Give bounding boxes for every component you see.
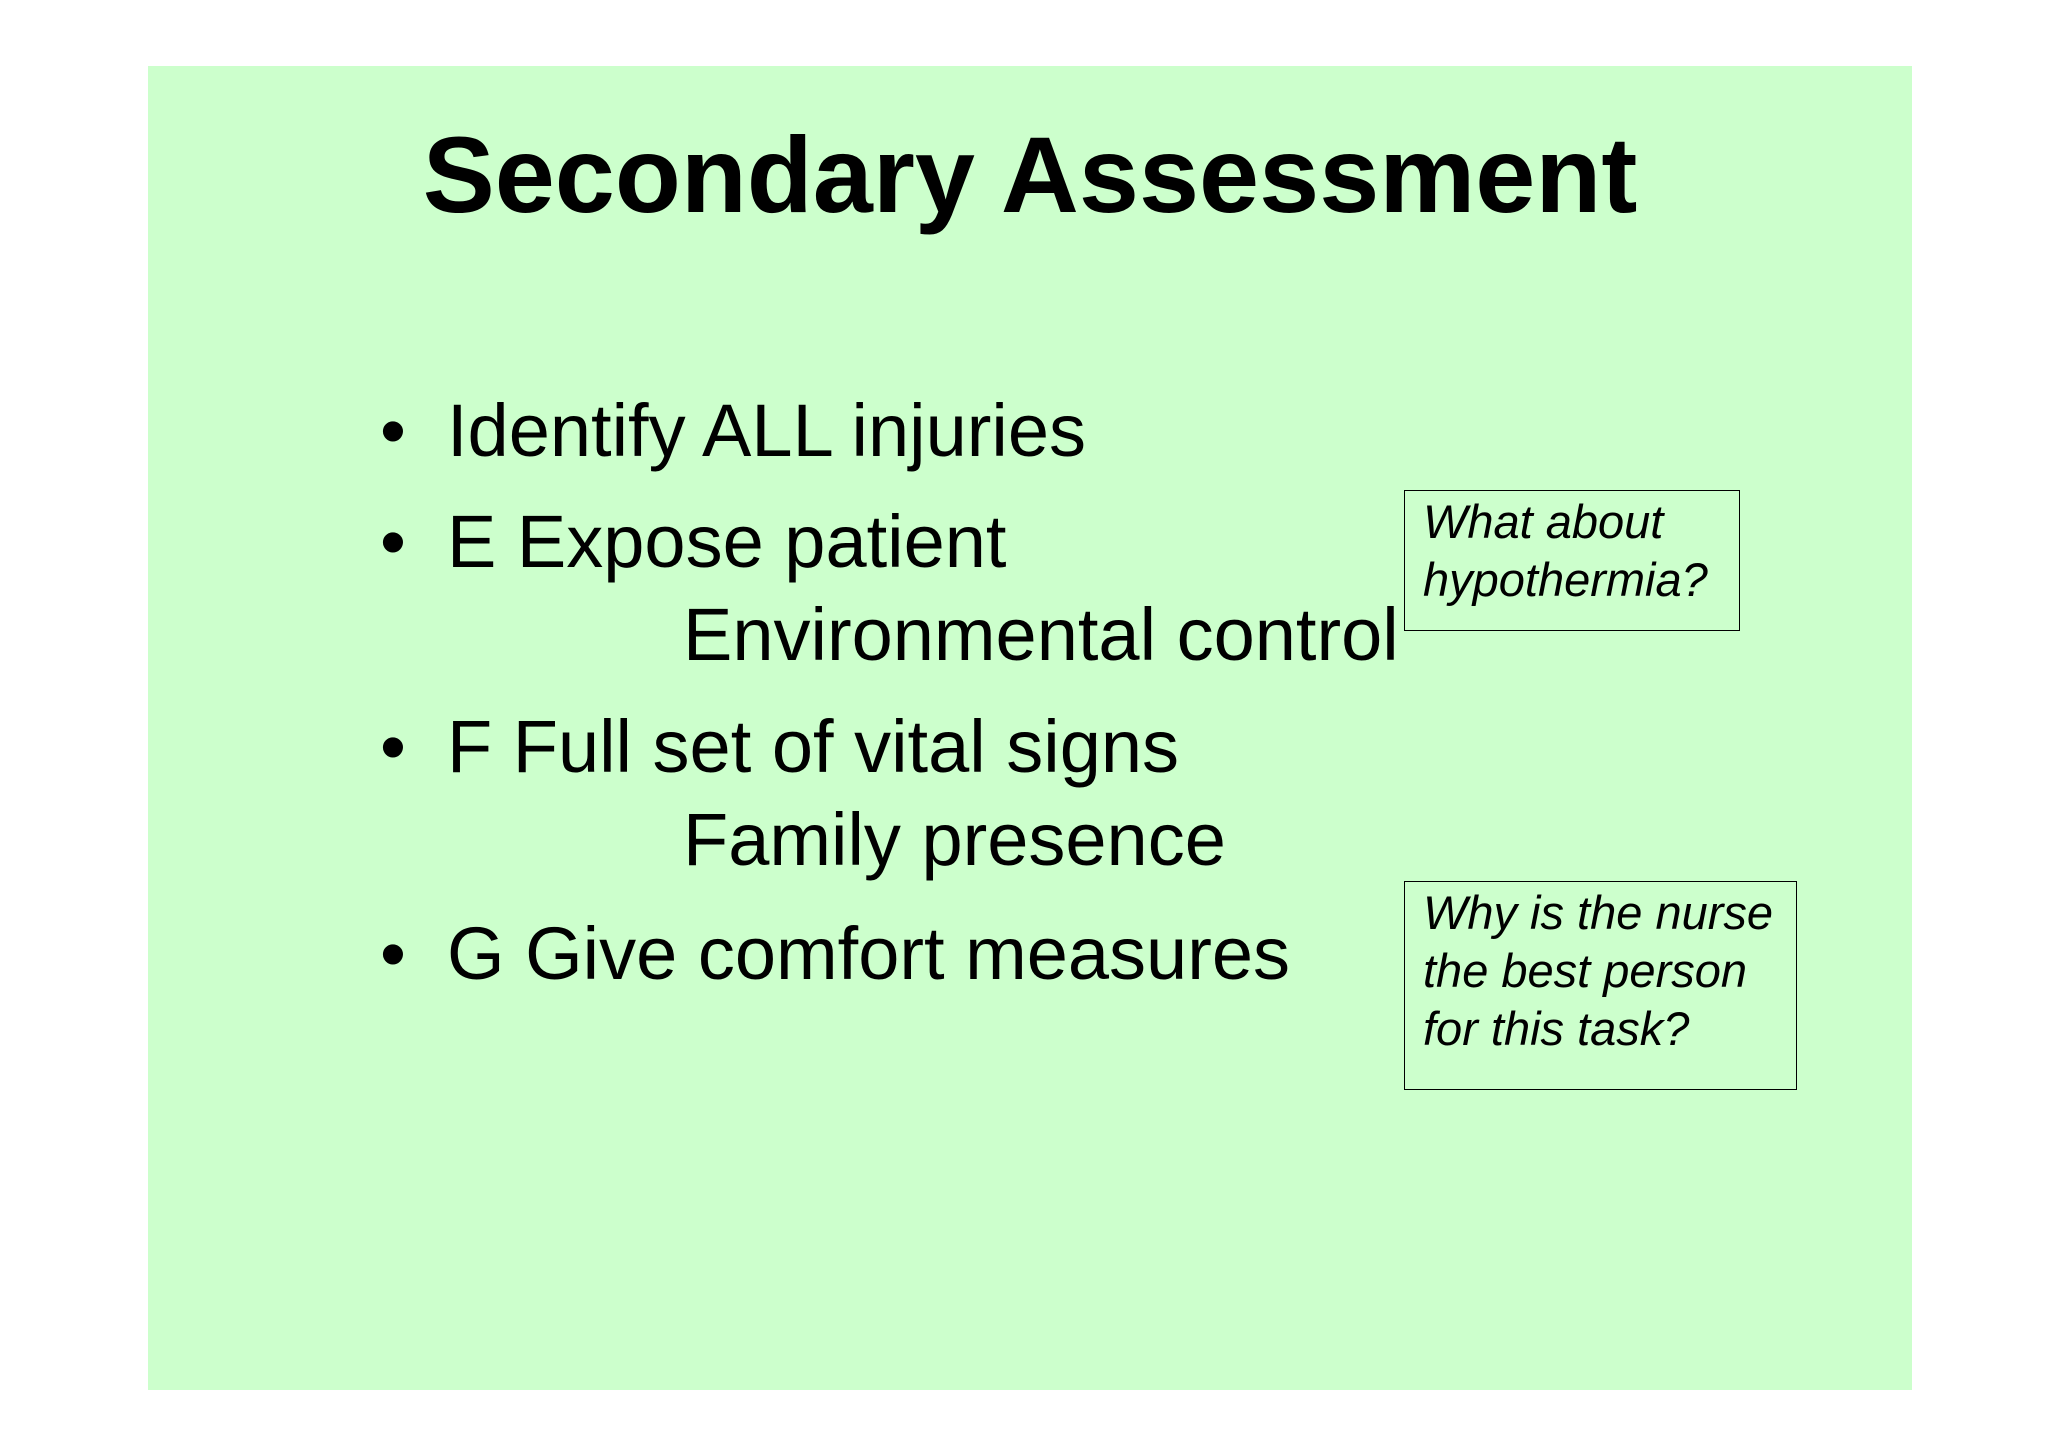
callout-box-nurse: Why is the nurse the best person for this task? [1404, 881, 1797, 1090]
callout-box-hypothermia: What about hypothermia? [1404, 490, 1740, 631]
bullet-text: G Give comfort measures [447, 912, 1291, 995]
bullet-dot-icon: • [380, 705, 406, 788]
bullet-text: E Expose patient [447, 500, 1007, 583]
bullet-text: Identify ALL injuries [447, 389, 1086, 472]
bullet-subtext: Family presence [683, 798, 1226, 881]
bullet-subtext: Environmental control [683, 593, 1399, 676]
bullet-dot-icon: • [380, 912, 406, 995]
slide [148, 66, 1912, 1390]
bullet-dot-icon: • [380, 389, 406, 472]
bullet-list [148, 66, 1912, 1390]
bullet-dot-icon: • [380, 500, 406, 583]
slide-title: Secondary Assessment [422, 114, 1638, 235]
bullet-text: F Full set of vital signs [447, 705, 1180, 788]
